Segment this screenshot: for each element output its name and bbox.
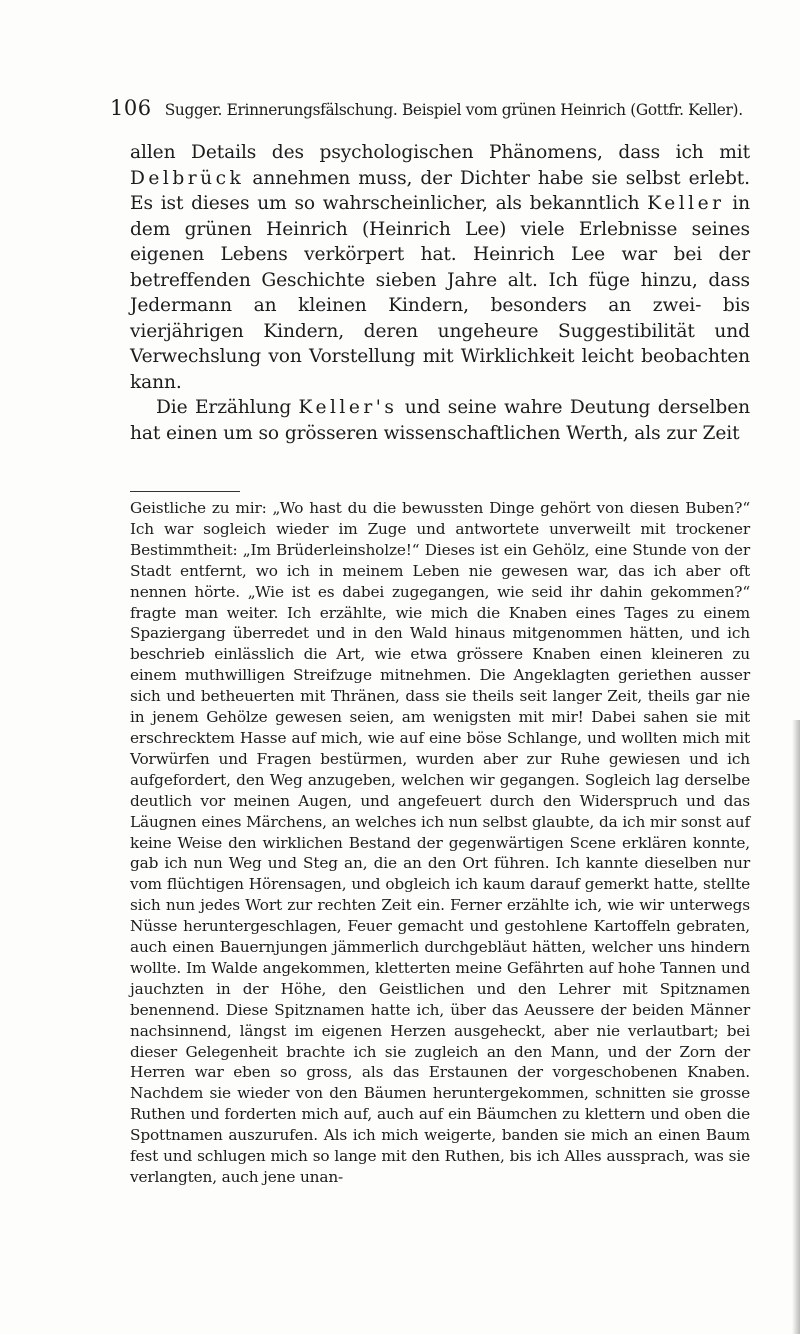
footnote-text: Geistliche zu mir: „Wo hast du die bewussten Dinge gehört von diesen Buben?“ Ich war sogleich wieder im Zuge und antwortete unverweilt mit trockener Bestimmtheit: „Im Brüderleinsholze!“ Dieses ist ein Gehölz, eine Stunde von der Stadt entfernt, wo ich in meinem Leben nie gewesen war, das ich aber oft nennen hörte. „Wie ist es dabei zugegangen, wie seid ihr dahin gekommen?“ fragte man weiter. Ich erzählte, wie mich die Knaben eines Tages zu einem Spaziergang überredet und in den Wald hinaus mitgenommen hätten, und ich beschrieb einlässlich die Art, wie etwa grössere Knaben einen kleineren zu einem muthwilligen Streifzuge mitnehmen. Die Angeklagten geriethen ausser sich und betheuerten mit Thränen, dass sie theils seit langer Zeit, theils gar nie in jenem Gehölze gewesen seien, am wenigsten mit mir! Dabei sahen sie mit erschrecktem Hasse auf mich, wie auf eine böse Schlange, und wollten mich mit Vorwürfen und Fragen bestürmen, wurden aber zur Ruhe gewiesen und ich aufgefordert, den Weg anzugeben, welchen wir gegangen. Sogleich lag derselbe deutlich vor meinen Augen, und angefeuert durch den Widerspruch und das Läugnen eines Märchens, an welches ich nun selbst glaubte, da ich mir sonst auf keine Weise den wirklichen Bestand der gegenwärtigen Scene erklären konnte, gab ich nun Weg und Steg an, die an den Ort führen. Ich kannte dieselben nur vom flüchtigen Hörensagen, und obgleich ich kaum darauf gemerkt hatte, stellte sich nun jedes Wort zur rechten Zeit ein. Ferner erzählte ich, wie wir unterwegs Nüsse heruntergeschlagen, Feuer gemacht und gestohlene Kartoffeln gebraten, auch einen Bauernjungen jämmerlich durchgebläut hätten, welcher uns hindern wollte. Im Walde angekommen, kletterten meine Gefährten auf hohe Tannen und jauchzten in der Höhe, den Geistlichen und den Lehrer mit Spitznamen benennend. Diese Spitznamen hatte ich, über das Aeussere der beiden Männer nachsinnend, längst im eigenen Herzen ausgeheckt, aber nie verlautbart; bei dieser Gelegenheit brachte ich sie zugleich an den Mann, und der Zorn der Herren war eben so gross, als das Erstaunen der vorgeschobenen Knaben. Nachdem sie wieder von den Bäumen heruntergekommen, schnitten sie grosse Ruthen und forderten mich auf, auch auf ein Bäumchen zu klettern und oben die Spottnamen auszurufen. Als ich mich weigerte, banden sie mich an einen Baum fest und schlugen mich so lange mit den Ruthen, bis ich Alles aussprach, was sie verlangten, auch jene unan- xyxy=(130,499,750,1186)
main-text xyxy=(130,140,750,446)
author-name-keller-genitive: Keller's xyxy=(298,397,398,418)
main-text-segment: in dem grünen Heinrich (Heinrich Lee) viele Erlebnisse seines eigenen Lebens verkörpert hat. Heinrich Lee war bei der betreffenden Geschichte sieben Jahre alt. Ich füge hinzu, dass Jedermann an kleinen Kindern, besonders an zwei- bis vierjährigen Kindern, deren ungeheure Suggestibilität und Verwechslung von Vorstellung mit Wirklichkeit leicht beobachten kann. xyxy=(130,193,750,393)
author-name-delbrueck: Delbrück xyxy=(130,167,245,189)
main-paragraph-2 xyxy=(130,395,750,446)
page-edge-shadow xyxy=(792,720,800,1334)
main-text-segment: und seine wahre Deutung derselben hat einen um so grösseren wissenschaftlichen Werth, als zur Zeit xyxy=(130,397,750,444)
running-head: Sugger. Erinnerungsfälschung. Beispiel vom grünen Heinrich (Gottfr. Keller). xyxy=(164,101,743,119)
main-paragraph-1 xyxy=(130,140,750,395)
page-header xyxy=(110,96,770,126)
main-text-segment: allen Details des psychologischen Phänomens, dass ich mit xyxy=(130,142,750,163)
page-number: 106 xyxy=(110,96,152,120)
main-text-segment: Die Erzählung xyxy=(156,397,299,418)
author-name-keller: Keller xyxy=(647,193,725,214)
main-text-segment: annehmen muss, der Dichter habe sie selbst erlebt. Es ist dieses um so wahrscheinlicher, als bekanntlich xyxy=(130,167,750,214)
footnote-divider xyxy=(130,491,240,492)
